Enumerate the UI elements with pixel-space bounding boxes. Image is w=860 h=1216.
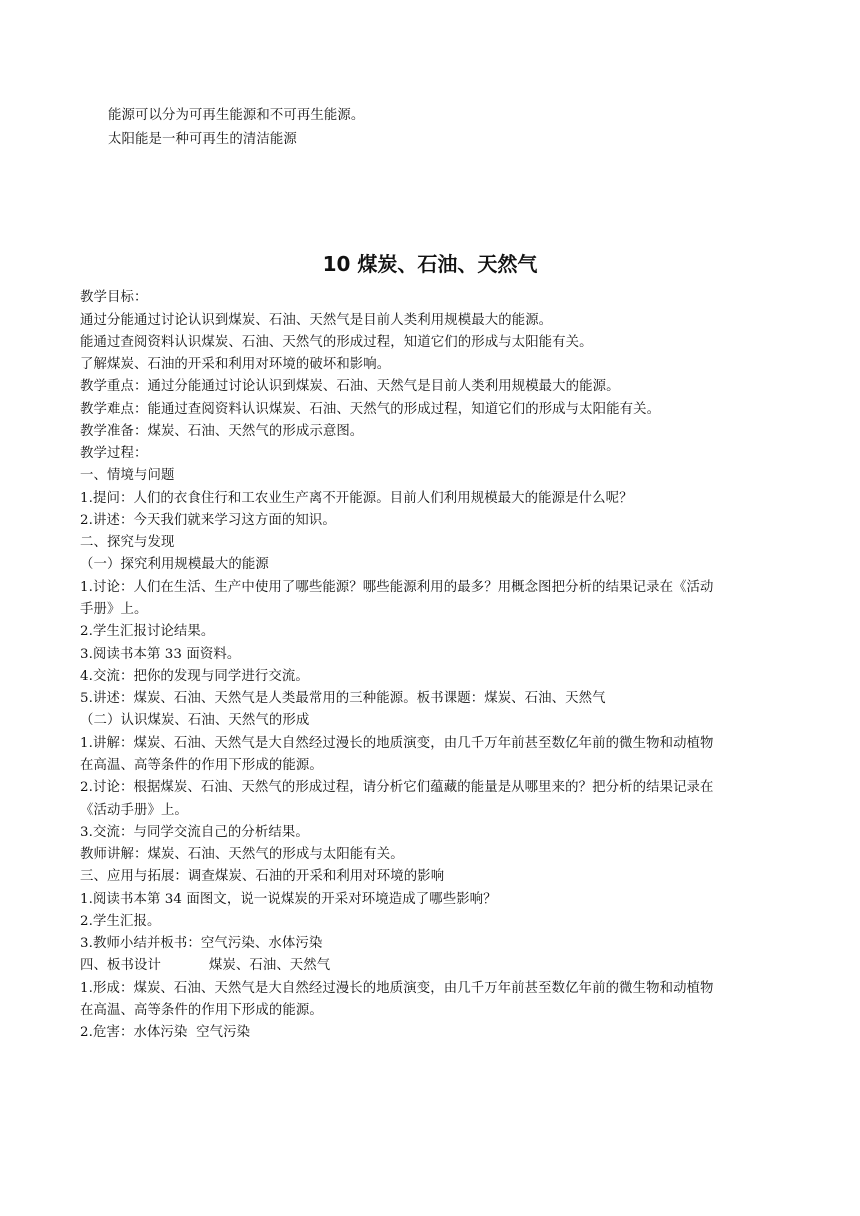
body-line: 4.交流：把你的发现与同学进行交流。 bbox=[80, 669, 309, 684]
section-heading: 三、应用与拓展：调查煤炭、石油的开采和利用对环境的影响 bbox=[80, 869, 445, 884]
subsection-heading: （二）认识煤炭、石油、天然气的形成 bbox=[80, 713, 310, 728]
body-line: 在高温、高等条件的作用下形成的能源。 bbox=[80, 1003, 323, 1018]
body-line: 在高温、高等条件的作用下形成的能源。 bbox=[80, 758, 323, 773]
body-line: 教学过程： bbox=[80, 446, 148, 461]
body-line: 1.提问：人们的衣食住行和工农业生产离不开能源。目前人们利用规模最大的能源是什么呢？ bbox=[80, 491, 633, 506]
body-line: 3.交流：与同学交流自己的分析结果。 bbox=[80, 825, 309, 840]
body-line: 5.讲述：煤炭、石油、天然气是人类最常用的三种能源。板书课题：煤炭、石油、天然气 bbox=[80, 691, 606, 706]
body-line: 手册》上。 bbox=[80, 602, 148, 617]
section-heading: 一、情境与问题 bbox=[80, 468, 175, 483]
body-line: 教师讲解：煤炭、石油、天然气的形成与太阳能有关。 bbox=[80, 847, 404, 862]
body-line: 3.阅读书本第 33 面资料。 bbox=[80, 647, 241, 662]
body-line: 《活动手册》上。 bbox=[80, 803, 188, 818]
body-line: 1.形成：煤炭、石油、天然气是大自然经过漫长的地质演变，由几千万年前甚至数亿年前的微生物和动植物 bbox=[80, 981, 714, 996]
body-line: 3.教师小结并板书：空气污染、水体污染 bbox=[80, 936, 323, 951]
body-line: 教学难点：能通过查阅资料认识煤炭、石油、天然气的形成过程，知道它们的形成与太阳能有关。 bbox=[80, 402, 661, 417]
body-line: 1.阅读书本第 34 面图文，说一说煤炭的开采对环境造成了哪些影响？ bbox=[80, 892, 497, 907]
body-line: 1.讨论：人们在生活、生产中使用了哪些能源？哪些能源利用的最多？用概念图把分析的结果记录在《活动 bbox=[80, 580, 714, 595]
body-line: 1.讲解：煤炭、石油、天然气是大自然经过漫长的地质演变，由几千万年前甚至数亿年前的微生物和动植物 bbox=[80, 736, 714, 751]
section-heading: 四、板书设计 煤炭、石油、天然气 bbox=[80, 958, 331, 973]
intro-line-2: 太阳能是一种可再生的清洁能源 bbox=[108, 132, 297, 147]
body-line: 能通过查阅资料认识煤炭、石油、天然气的形成过程，知道它们的形成与太阳能有关。 bbox=[80, 335, 593, 350]
subsection-heading: （一）探究利用规模最大的能源 bbox=[80, 557, 269, 572]
body-line: 教学目标： bbox=[80, 290, 148, 305]
body-line: 了解煤炭、石油的开采和利用对环境的破坏和影响。 bbox=[80, 357, 391, 372]
body-line: 2.讨论：根据煤炭、石油、天然气的形成过程，请分析它们蕴藏的能量是从哪里来的？把分析的结果记录在 bbox=[80, 780, 714, 795]
body-line: 教学准备：煤炭、石油、天然气的形成示意图。 bbox=[80, 424, 364, 439]
intro-line-1: 能源可以分为可再生能源和不可再生能源。 bbox=[108, 108, 365, 123]
body-line: 通过分能通过讨论认识到煤炭、石油、天然气是目前人类利用规模最大的能源。 bbox=[80, 313, 553, 328]
body-line: 2.学生汇报讨论结果。 bbox=[80, 624, 215, 639]
body-line: 2.讲述：今天我们就来学习这方面的知识。 bbox=[80, 513, 336, 528]
lesson-title: 10 煤炭、石油、天然气 bbox=[322, 252, 538, 276]
body-line: 2.学生汇报。 bbox=[80, 914, 161, 929]
body-line: 2.危害：水体污染 空气污染 bbox=[80, 1025, 251, 1040]
section-heading: 二、探究与发现 bbox=[80, 535, 175, 550]
body-line: 教学重点：通过分能通过讨论认识到煤炭、石油、天然气是目前人类利用规模最大的能源。 bbox=[80, 379, 620, 394]
